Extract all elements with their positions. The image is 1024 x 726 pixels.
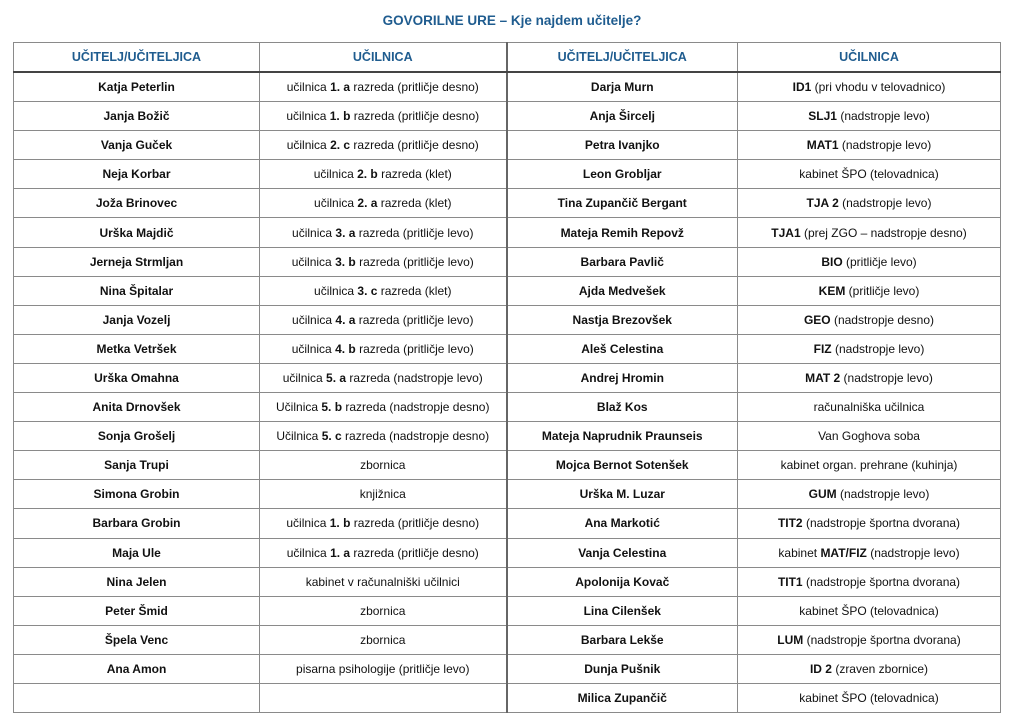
classroom-cell	[260, 102, 507, 131]
classroom-code: 4. a	[335, 312, 356, 327]
classroom-cell	[260, 160, 507, 189]
classroom-code: 1. b	[329, 109, 351, 124]
classroom-text: (nadstropje desno)	[830, 312, 935, 327]
classroom-cell	[738, 363, 1001, 392]
teacher-name: Tina Zupančič Bergant	[507, 189, 738, 218]
classroom-cell	[260, 218, 507, 247]
classroom-text: razreda (pritličje desno)	[350, 545, 479, 560]
classroom-text: učilnica	[286, 80, 331, 95]
classroom-text: razreda (klet)	[377, 167, 452, 182]
classroom-text: računalniška učilnica	[813, 400, 925, 415]
classroom-text: knjižnica	[359, 487, 406, 502]
teacher-name: Leon Grobljar	[507, 160, 738, 189]
classroom-cell	[260, 247, 507, 276]
classroom-code: TJA1	[771, 225, 801, 240]
classroom-text: (nadstropje športna dvorana)	[802, 574, 961, 589]
teacher-name: Dunja Pušnik	[507, 654, 738, 683]
header-classroom-right: UČILNICA	[738, 43, 1001, 73]
classroom-text: razreda (pritličje levo)	[355, 341, 474, 356]
classroom-text: kabinet	[778, 545, 821, 560]
teacher-name: Janja Vozelj	[14, 305, 260, 334]
classroom-cell	[738, 305, 1001, 334]
classroom-text: razreda (nadstropje desno)	[342, 400, 490, 415]
classroom-cell	[738, 422, 1001, 451]
teacher-name: Urška M. Luzar	[507, 480, 738, 509]
classroom-text: razreda (klet)	[377, 196, 452, 211]
teacher-name: Katja Peterlin	[14, 72, 260, 102]
table-row	[14, 480, 1001, 509]
classroom-cell	[738, 509, 1001, 538]
classroom-text: učilnica	[282, 370, 327, 385]
teacher-name: Janja Božič	[14, 102, 260, 131]
classroom-text: (nadstropje levo)	[836, 487, 930, 502]
teacher-name: Mateja Naprudnik Praunseis	[507, 422, 738, 451]
classroom-text: učilnica	[291, 254, 336, 269]
classroom-code: MAT1	[806, 138, 839, 153]
table-row	[14, 363, 1001, 392]
classroom-cell	[260, 189, 507, 218]
teacher-name: Špela Venc	[14, 625, 260, 654]
classroom-code: 1. a	[330, 80, 351, 95]
classroom-text: (nadstropje levo)	[831, 341, 925, 356]
classroom-cell	[738, 218, 1001, 247]
table-row	[14, 567, 1001, 596]
classroom-cell	[738, 131, 1001, 160]
classroom-text: razreda (pritličje levo)	[355, 225, 474, 240]
page-title: GOVORILNE URE – Kje najdem učitelje?	[382, 13, 642, 28]
classroom-code: 1. a	[330, 545, 351, 560]
table-row	[14, 102, 1001, 131]
classroom-code: MAT/FIZ	[820, 545, 867, 560]
classroom-code: FIZ	[813, 341, 832, 356]
classroom-cell	[260, 596, 507, 625]
classroom-table	[13, 42, 1001, 713]
classroom-cell	[260, 334, 507, 363]
classroom-cell	[738, 160, 1001, 189]
classroom-text: razreda (klet)	[377, 283, 452, 298]
classroom-text: Učilnica	[276, 400, 322, 415]
teacher-name: Simona Grobin	[14, 480, 260, 509]
teacher-name: Milica Zupančič	[507, 683, 738, 712]
classroom-code: SLJ1	[808, 109, 837, 124]
teacher-name	[14, 683, 260, 712]
table-row	[14, 393, 1001, 422]
teacher-name: Vanja Guček	[14, 131, 260, 160]
classroom-text: (nadstropje levo)	[840, 370, 933, 385]
classroom-cell	[738, 625, 1001, 654]
classroom-code: 2. a	[357, 196, 378, 211]
teacher-name: Vanja Celestina	[507, 538, 738, 567]
classroom-code: BIO	[821, 254, 843, 269]
classroom-code: KEM	[818, 283, 846, 298]
classroom-cell	[260, 654, 507, 683]
classroom-code: TIT1	[777, 574, 803, 589]
classroom-code: GUM	[808, 487, 837, 502]
classroom-text: učilnica	[314, 283, 358, 298]
classroom-code: 3. a	[335, 225, 356, 240]
teacher-name: Barbara Lekše	[507, 625, 738, 654]
teacher-name: Joža Brinovec	[14, 189, 260, 218]
classroom-cell	[260, 480, 507, 509]
classroom-text: razreda (pritličje levo)	[355, 254, 474, 269]
classroom-cell	[738, 567, 1001, 596]
header-classroom-left: UČILNICA	[260, 43, 507, 73]
classroom-text: učilnica	[291, 341, 336, 356]
teacher-name: Blaž Kos	[507, 393, 738, 422]
teacher-name: Andrej Hromin	[507, 363, 738, 392]
classroom-cell	[260, 72, 507, 102]
teacher-name: Nastja Brezovšek	[507, 305, 738, 334]
table-row	[14, 276, 1001, 305]
teacher-name: Nina Jelen	[14, 567, 260, 596]
classroom-cell	[738, 683, 1001, 712]
teacher-name: Jerneja Strmljan	[14, 247, 260, 276]
classroom-text: razreda (pritličje levo)	[355, 312, 474, 327]
classroom-text: kabinet ŠPO (telovadnica)	[799, 167, 939, 182]
teacher-name: Mojca Bernot Sotenšek	[507, 451, 738, 480]
classroom-text: kabinet ŠPO (telovadnica)	[799, 691, 939, 706]
teacher-name: Urška Omahna	[14, 363, 260, 392]
classroom-cell	[260, 305, 507, 334]
classroom-text: (zraven zbornice)	[831, 661, 929, 676]
classroom-text: razreda (nadstropje desno)	[341, 429, 490, 444]
classroom-cell	[738, 102, 1001, 131]
teacher-name: Barbara Pavlič	[507, 247, 738, 276]
teacher-name: Metka Vetršek	[14, 334, 260, 363]
classroom-code: TIT2	[777, 516, 803, 531]
classroom-code: 2. b	[357, 167, 378, 182]
classroom-cell	[260, 538, 507, 567]
classroom-text: razreda (pritličje desno)	[350, 138, 479, 153]
classroom-text: (nadstropje levo)	[866, 545, 960, 560]
table-row	[14, 189, 1001, 218]
table-header-row	[14, 43, 1001, 73]
classroom-cell	[260, 276, 507, 305]
table-row	[14, 683, 1001, 712]
classroom-text: (pritličje levo)	[845, 283, 920, 298]
classroom-text: kabinet ŠPO (telovadnica)	[799, 603, 939, 618]
table-row	[14, 509, 1001, 538]
classroom-code: 2. c	[330, 138, 351, 153]
classroom-code: MAT 2	[805, 370, 841, 385]
classroom-text: kabinet v računalniški učilnici	[305, 574, 460, 589]
header-teacher-right: UČITELJ/UČITELJICA	[507, 43, 738, 73]
classroom-cell	[260, 451, 507, 480]
classroom-text: razreda (nadstropje levo)	[346, 370, 483, 385]
classroom-code: ID1	[792, 80, 812, 95]
teacher-name: Nina Špitalar	[14, 276, 260, 305]
teacher-name: Barbara Grobin	[14, 509, 260, 538]
classroom-text: (nadstropje športna dvorana)	[803, 632, 961, 647]
classroom-code: 5. b	[321, 400, 343, 415]
teacher-name: Sonja Grošelj	[14, 422, 260, 451]
classroom-code: 5. c	[321, 429, 342, 444]
classroom-text: kabinet organ. prehrane (kuhinja)	[780, 458, 958, 473]
classroom-text: (nadstropje levo)	[838, 196, 932, 211]
classroom-text: razreda (pritličje desno)	[350, 109, 480, 124]
teacher-name: Darja Murn	[507, 72, 738, 102]
teacher-name: Ajda Medvešek	[507, 276, 738, 305]
classroom-code: 3. c	[357, 283, 378, 298]
classroom-text: zbornica	[360, 632, 406, 647]
table-row	[14, 218, 1001, 247]
classroom-text: zbornica	[360, 603, 406, 618]
teacher-name: Peter Šmid	[14, 596, 260, 625]
classroom-text: učilnica	[286, 516, 330, 531]
classroom-text: učilnica	[286, 545, 331, 560]
classroom-text: razreda (pritličje desno)	[350, 516, 480, 531]
classroom-cell	[260, 509, 507, 538]
classroom-cell	[738, 596, 1001, 625]
teacher-name: Apolonija Kovač	[507, 567, 738, 596]
teacher-name: Ana Amon	[14, 654, 260, 683]
classroom-cell	[260, 422, 507, 451]
classroom-text: pisarna psihologije (pritličje levo)	[296, 661, 470, 676]
classroom-cell	[738, 334, 1001, 363]
teacher-name: Neja Korbar	[14, 160, 260, 189]
classroom-cell	[738, 654, 1001, 683]
classroom-code: GEO	[803, 312, 831, 327]
classroom-code: 1. b	[329, 516, 351, 531]
classroom-cell	[738, 72, 1001, 102]
teacher-name: Ana Markotić	[507, 509, 738, 538]
teacher-name: Petra Ivanjko	[507, 131, 738, 160]
classroom-cell	[260, 683, 507, 712]
classroom-code: 3. b	[335, 254, 356, 269]
classroom-code: 4. b	[335, 341, 356, 356]
classroom-cell	[260, 131, 507, 160]
classroom-code: LUM	[777, 632, 804, 647]
classroom-cell	[260, 393, 507, 422]
classroom-text: (nadstropje športna dvorana)	[802, 516, 961, 531]
header-teacher-left: UČITELJ/UČITELJICA	[14, 43, 260, 73]
table-row	[14, 160, 1001, 189]
classroom-cell	[738, 538, 1001, 567]
classroom-code: 5. a	[326, 370, 347, 385]
teacher-name: Anita Drnovšek	[14, 393, 260, 422]
classroom-code: TJA 2	[806, 196, 839, 211]
classroom-cell	[260, 625, 507, 654]
classroom-cell	[738, 189, 1001, 218]
classroom-text: razreda (pritličje desno)	[350, 80, 479, 95]
teacher-name: Sanja Trupi	[14, 451, 260, 480]
table-row	[14, 131, 1001, 160]
teacher-name: Anja Šircelj	[507, 102, 738, 131]
classroom-text: (pri vhodu v telovadnico)	[811, 80, 946, 95]
classroom-text: učilnica	[313, 167, 358, 182]
classroom-text: učilnica	[314, 196, 358, 211]
teacher-name: Urška Majdič	[14, 218, 260, 247]
classroom-text: učilnica	[286, 109, 330, 124]
classroom-text: (prej ZGO – nadstropje desno)	[800, 225, 967, 240]
classroom-cell	[260, 567, 507, 596]
classroom-text: učilnica	[286, 138, 331, 153]
table-row	[14, 538, 1001, 567]
table-row	[14, 422, 1001, 451]
table-row	[14, 305, 1001, 334]
classroom-text: (nadstropje levo)	[836, 109, 930, 124]
classroom-cell	[738, 480, 1001, 509]
classroom-text: (nadstropje levo)	[838, 138, 932, 153]
teacher-name: Aleš Celestina	[507, 334, 738, 363]
classroom-code: ID 2	[809, 661, 832, 676]
classroom-cell	[738, 247, 1001, 276]
table-row	[14, 625, 1001, 654]
table-row	[14, 72, 1001, 102]
table-row	[14, 451, 1001, 480]
classroom-text: zbornica	[360, 458, 406, 473]
table-row	[14, 654, 1001, 683]
classroom-cell	[738, 451, 1001, 480]
table-row	[14, 596, 1001, 625]
classroom-cell	[738, 393, 1001, 422]
table-row	[14, 247, 1001, 276]
teacher-name: Maja Ule	[14, 538, 260, 567]
classroom-cell	[738, 276, 1001, 305]
teacher-name: Mateja Remih Repovž	[507, 218, 738, 247]
classroom-text: učilnica	[292, 225, 336, 240]
classroom-text: Učilnica	[276, 429, 322, 444]
classroom-cell	[260, 363, 507, 392]
classroom-text: Van Goghova soba	[818, 429, 920, 444]
table-row	[14, 334, 1001, 363]
classroom-text: učilnica	[292, 312, 336, 327]
classroom-text: (pritličje levo)	[842, 254, 917, 269]
teacher-name: Lina Cilenšek	[507, 596, 738, 625]
